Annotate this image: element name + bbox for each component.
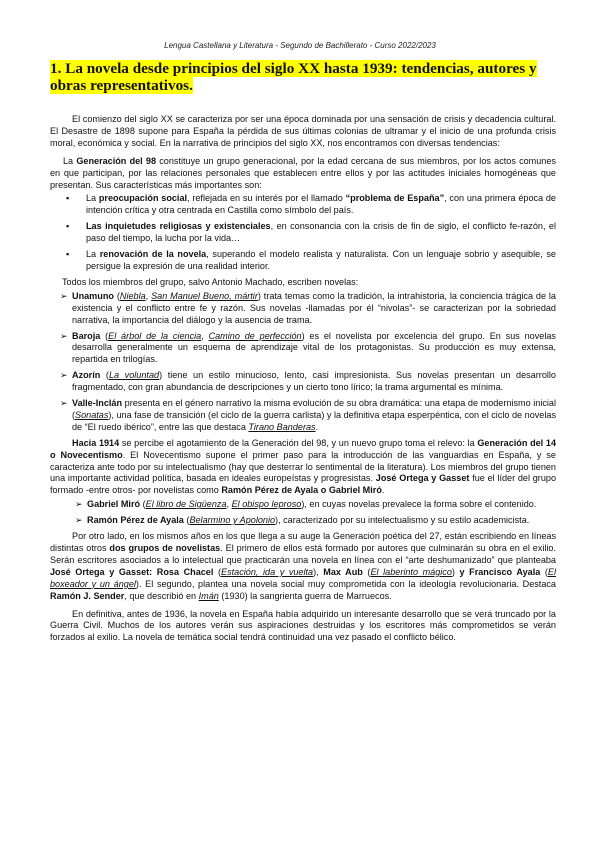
n14-authors-list: [50, 499, 556, 527]
author-valle-inclan: ➢ Valle-Inclán presenta en el género narrativo la misma evolución de su obra dramática: una etapa de modernismo inicial (Sonatas), una fase de transición (el ciclo de la guerra carlista) y la definitiva etapa esperpéntica, con el ciclo de novelas de “El ruedo ibérico”, entre las que destaca Tirano Banderas.: [50, 398, 556, 434]
body-text: [50, 114, 556, 650]
page-header: Lengua Castellana y Literatura - Segundo de Bachillerato - Curso 2022/2023: [164, 41, 436, 50]
members-intro: Todos los miembros del grupo, salvo Antonio Machado, escriben novelas:: [62, 276, 359, 287]
novelists-27-paragraph: Por otro lado, en los mismos años en los que llega a su auge la Generación poética del 27, están escribiendo en líneas distintas otros dos grupos de novelistas. El primero de ellos está formado por autores que culminarán su obra en el exilio. Serán escritores asociados a lo intelectual que practicarán una novela en línea con el “arte deshumanizado” que planteaba José Ortega y Gasset: Rosa Chacel (Estación, ida y vuelta), Max Aub (El laberinto mágico) y Francisco Ayala (El boxeador y un ángel). El segundo, plantea una novela social muy comprometida con la ideología revolucionaria. Destaca Ramón J. Sender, que describió en Imán (1930) la sangrienta guerra de Marruecos.: [50, 531, 557, 601]
author-miro: ➢ Gabriel Miró (El libro de Sigüenza, El obispo leproso), en cuyas novelas prevalece la forma sobre el contenido.: [50, 499, 556, 511]
author-unamuno: ➢ Unamuno (Niebla, San Manuel Bueno, mártir) trata temas como la tradición, la intrahistoria, la conciencia trágica de la existencia y el conflicto entre fe y razón. Sus novelas -llamadas por él “nivolas”- se caracterizan por la sobriedad narrativa, la importancia del diálogo y la ausencia de trama.: [50, 291, 556, 327]
list-item: ▪ La preocupación social, reflejada en su interés por el llamado “problema de España”, con una primera época de intención crítica y otra centrada en Castilla como símbolo del país.: [50, 193, 556, 217]
g98-authors-list: [50, 291, 556, 434]
list-item: ▪ Las inquietudes religiosas y existenciales, en consonancia con la crisis de fin de siglo, el conflicto fe-razón, el paso del tiempo, la lucha por la vida…: [50, 221, 556, 245]
conclusion-paragraph: En definitiva, antes de 1936, la novela en España había adquirido un interesante desarrollo que se verá truncado por la Guerra Civil. Muchos de los autores verán sus aspiraciones destruidas y los escritores más comprometidos se verán forzados al exilio. La novela de temática social tendrá continuidad una vez pasado el conflicto bélico.: [50, 608, 556, 643]
section-title: [50, 60, 556, 94]
novecentismo-paragraph: Hacia 1914 se percibe el agotamiento de la Generación del 98, y un nuevo grupo toma el relevo: la Generación del 14 o Novecentismo. El Novecentismo supone el primer paso para la introducción de las vanguardias en España, y se caracteriza ante todo por su intelectualismo (hay que desterrar lo sentimental de la literatura). Los miembros del grupo tienen una importante actividad política, basada en ideales europeístas y progresistas. José Ortega y Gasset fue el líder del grupo formado -entre otros- por novelistas como Ramón Pérez de Ayala o Gabriel Miró.: [50, 437, 557, 496]
author-azorin: ➢ Azorín (La voluntad) tiene un estilo minucioso, lento, casi impresionista. Sus novelas presentan un desarrollo fragmentado, con gran abundancia de descripciones y un cierto tono lírico; la trama argumental es mínima.: [50, 370, 556, 394]
intro-paragraph: El comienzo del siglo XX se caracteriza por ser una época dominada por una sensación de crisis y decadencia cultural. El Desastre de 1898 supone para España la pérdida de sus últimas colonias de ultramar y el inicio de una profunda crisis moral, económica y social. En la narrativa de principios del siglo XX, nos encontramos con diversas tendencias:: [50, 114, 556, 148]
list-item: ▪ La renovación de la novela, superando el modelo realista y naturalista. Con un lenguaje sobrio y asequible, se persigue la expresión de una realidad interior.: [50, 249, 556, 273]
author-baroja: ➢ Baroja (El árbol de la ciencia, Camino de perfección) es el novelista por excelencia del grupo. En sus novelas desarrolla generalmente un esquema de aprendizaje vital de los protagonistas. Su producción es muy extensa, repartida en trilogías.: [50, 331, 556, 367]
g98-characteristics-list: [50, 193, 556, 272]
g98-paragraph: La Generación del 98 constituye un grupo generacional, por la edad cercana de sus miembros, por los actos comunes en que participan, por las relaciones personales que establecen entre ellos y por las actitudes iniciales homogéneas que presentan. Sus características más importantes son:: [50, 155, 556, 190]
title-highlight: 1. La novela desde principios del siglo XX hasta 1939: tendencias, autores y obras representativos.: [50, 60, 537, 94]
author-perez-de-ayala: ➢ Ramón Pérez de Ayala (Belarmino y Apolonio), caracterizado por su intelectualismo y su estilo academicista.: [50, 515, 556, 527]
